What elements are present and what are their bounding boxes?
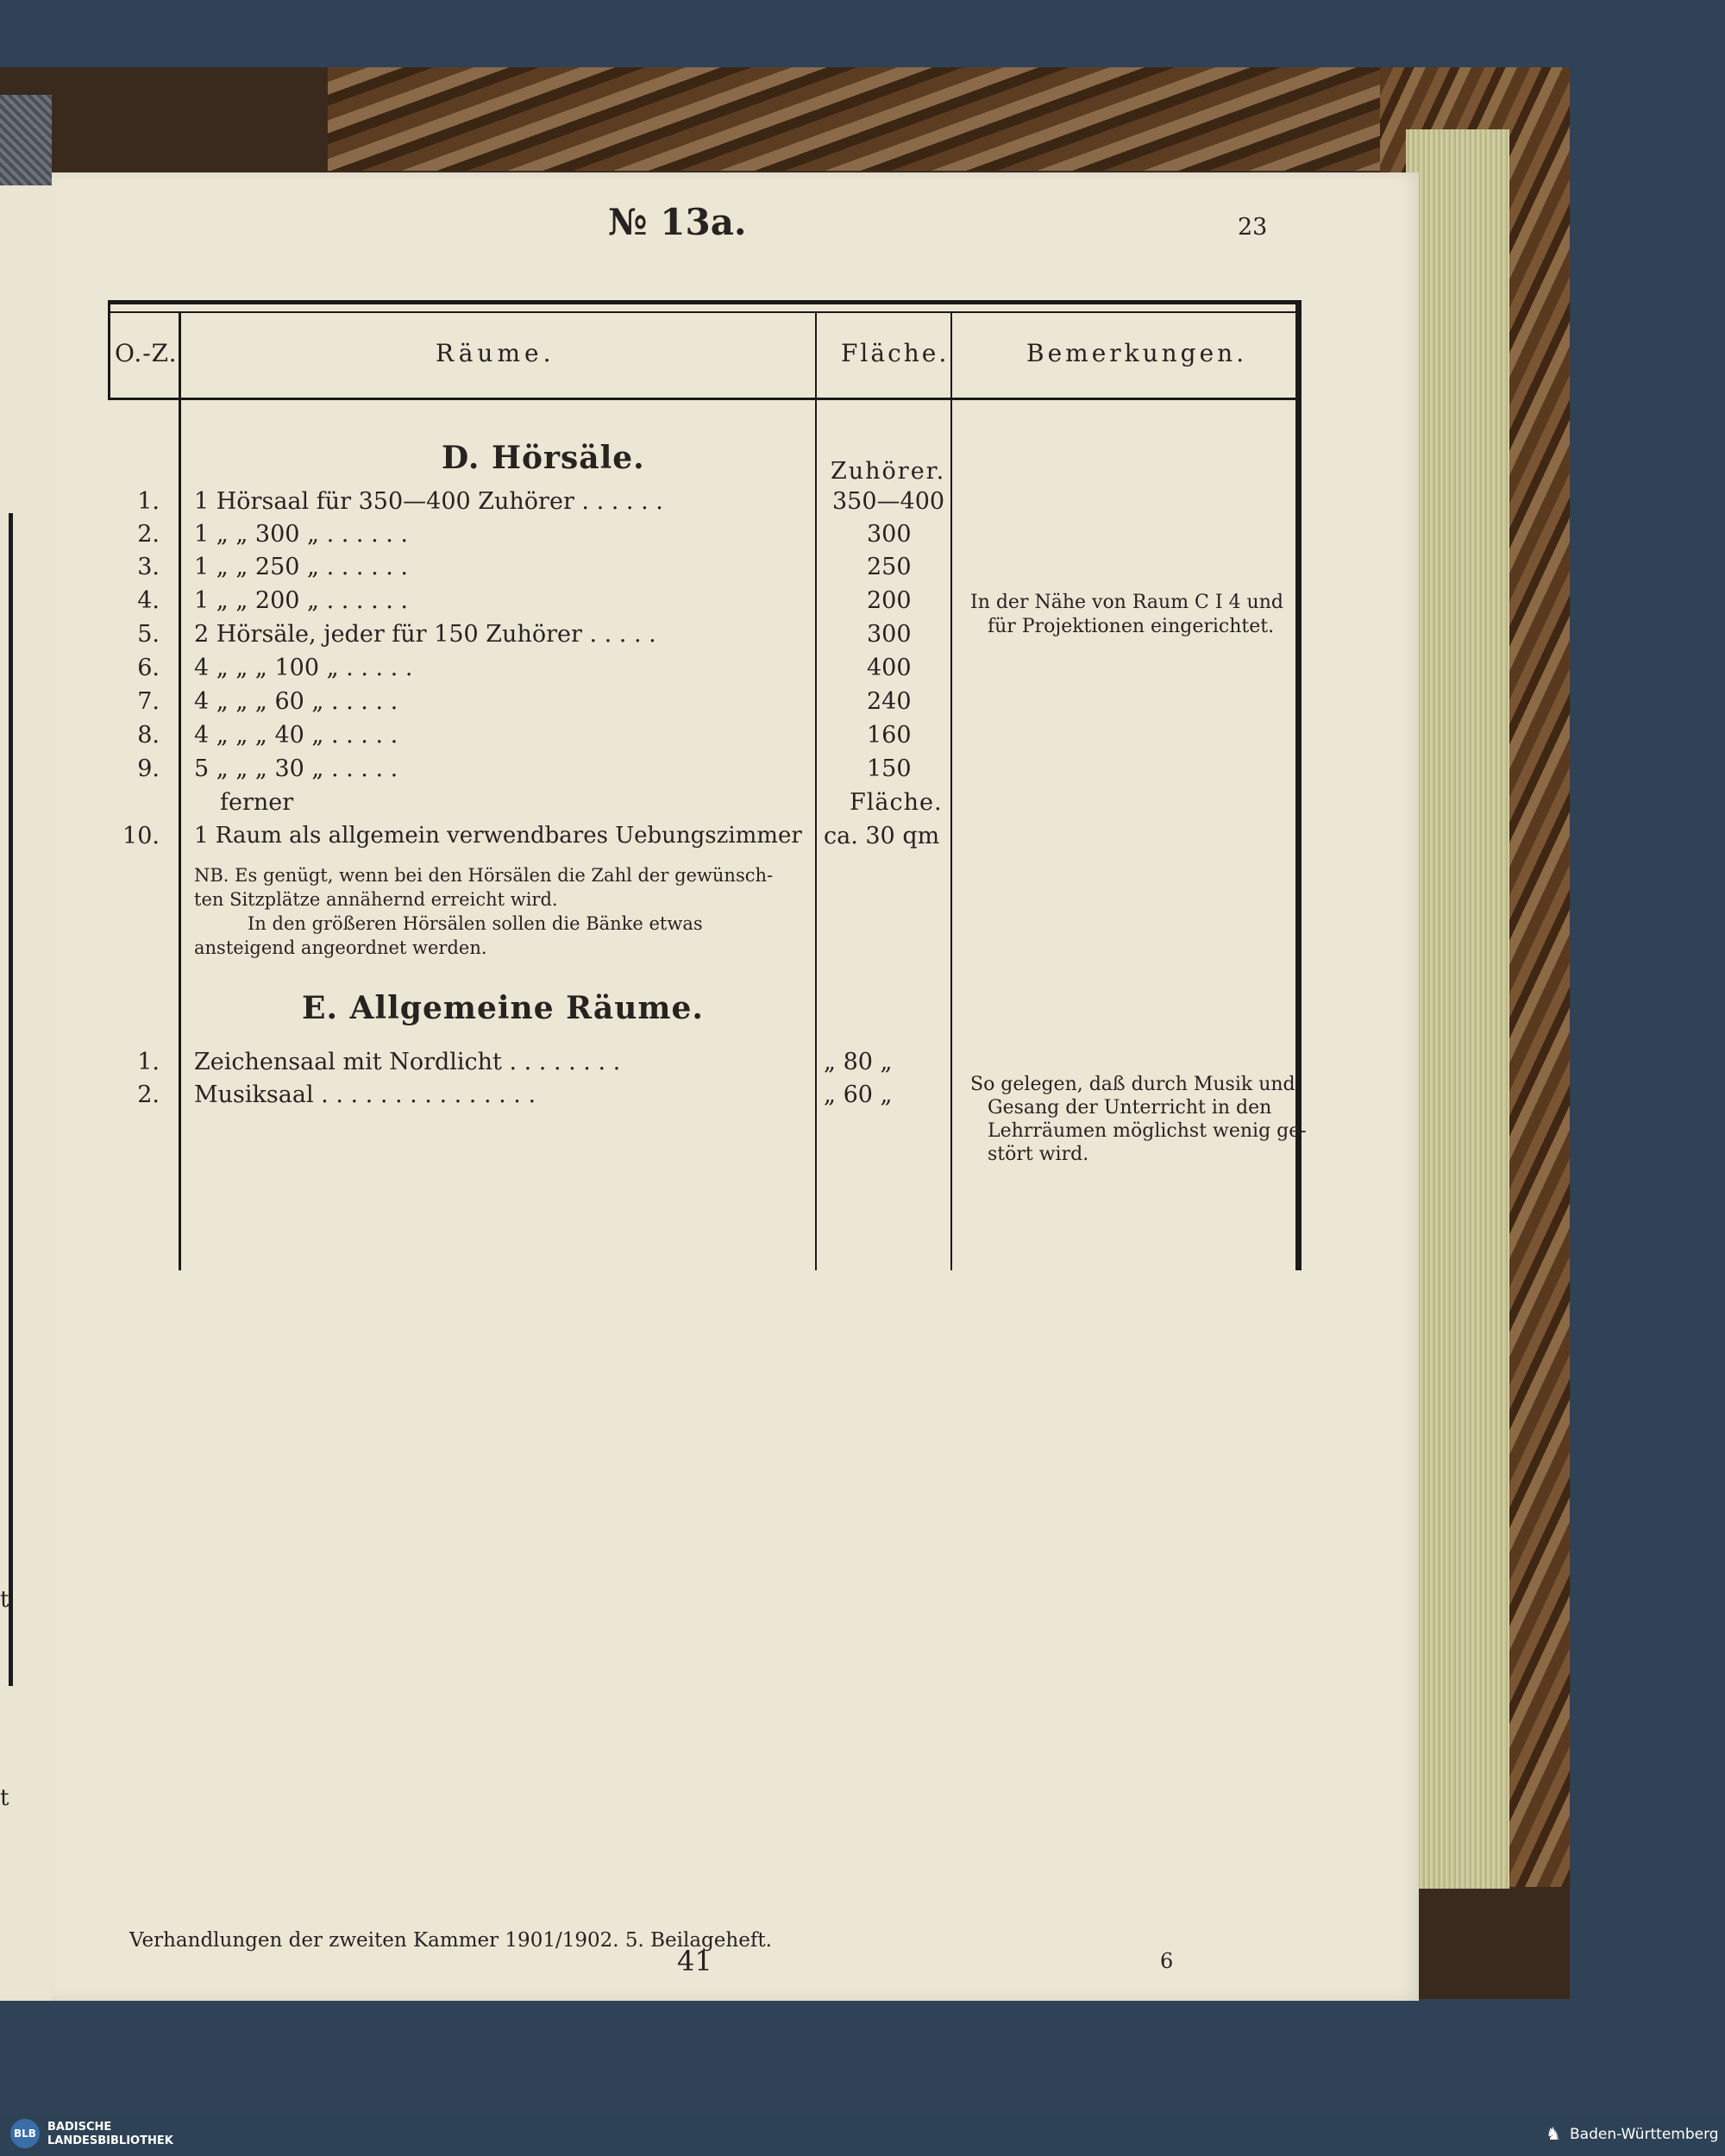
bw-lions-icon: ♞ <box>1546 2123 1561 2144</box>
row-area: ca. 30 qm <box>824 823 940 849</box>
row-area: „ 80 „ <box>824 1049 893 1075</box>
row-area: 400 <box>867 655 912 681</box>
document-number: № 13a. <box>608 201 747 243</box>
library-name <box>47 2121 173 2148</box>
row-text: 4 „ „ „ 100 „ . . . . . <box>194 655 413 681</box>
footer-text: Verhandlungen der zweiten Kammer 1901/1902. 5. Beilageheft. <box>129 1929 772 1952</box>
row-text: 5 „ „ „ 30 „ . . . . . <box>194 755 398 782</box>
remark-line: für Projektionen eingerichtet. <box>988 616 1275 637</box>
row-area: 160 <box>867 722 912 749</box>
row-area: 300 <box>867 621 912 648</box>
section-d-unit: Zuhörer. <box>831 458 946 485</box>
state-name[interactable]: Baden-Württemberg <box>1570 2126 1719 2143</box>
row-number: 8. <box>137 722 160 749</box>
remark-line: Lehrräumen möglichst wenig ge- <box>988 1120 1307 1142</box>
row-area: 240 <box>867 688 912 715</box>
row-number: 3. <box>137 554 160 580</box>
area-label: Fläche. <box>850 789 943 816</box>
row-text: Musiksaal . . . . . . . . . . . . . . . <box>194 1081 536 1108</box>
row-text: 1 „ „ 250 „ . . . . . . <box>194 554 408 580</box>
row-number: 10. <box>122 823 160 849</box>
row-number: 7. <box>137 688 160 715</box>
signature-mark: 6 <box>1160 1949 1174 1973</box>
header-raeume: Räume. <box>436 339 555 367</box>
page-number: 23 <box>1238 214 1268 241</box>
left-page-fragment: t <box>0 1785 9 1811</box>
note-line: NB. Es genügt, wenn bei den Hörsälen die Zahl der gewünsch- <box>194 865 774 886</box>
row-area: „ 60 „ <box>824 1081 893 1108</box>
row-text: 2 Hörsäle, jeder für 150 Zuhörer . . . . . <box>194 621 656 648</box>
viewer-footer-bar <box>0 2115 1725 2156</box>
row-number: 1. <box>137 488 160 515</box>
row-number: 2. <box>137 1081 160 1108</box>
row-number: 6. <box>137 655 160 681</box>
section-d-title: D. Hörsäle. <box>442 440 645 476</box>
header-bemerkungen: Bemerkungen. <box>1026 339 1248 367</box>
section-e-title: E. Allgemeine Räume. <box>302 990 704 1026</box>
row-text: 1 Raum als allgemein verwendbares Uebungszimmer <box>194 823 802 849</box>
row-number: 5. <box>137 621 160 648</box>
library-name-line2: LANDESBIBLIOTHEK <box>47 2134 173 2147</box>
header-oz: O.-Z. <box>115 339 178 367</box>
row-area: 350—400 <box>832 488 945 515</box>
footer-number: 41 <box>677 1945 712 1977</box>
document-page <box>52 172 1419 2001</box>
page-edges <box>1406 129 1509 1889</box>
library-name-line1: BADISCHE <box>47 2121 112 2134</box>
note-line: ten Sitzplätze annähernd erreicht wird. <box>194 889 558 910</box>
row-number: 1. <box>137 1049 160 1075</box>
note-line: In den größeren Hörsälen sollen die Bänke etwas <box>248 913 703 934</box>
left-page-rule <box>9 513 13 1686</box>
row-number: 9. <box>137 755 160 782</box>
header-flaeche: Fläche. <box>841 339 950 367</box>
blb-logo[interactable]: BLB <box>10 2119 40 2148</box>
row-text: 4 „ „ „ 60 „ . . . . . <box>194 688 398 715</box>
row-number: 4. <box>137 587 160 614</box>
row-area: 150 <box>867 755 912 782</box>
note-line: ansteigend angeordnet werden. <box>194 937 487 958</box>
row-text: Zeichensaal mit Nordlicht . . . . . . . . <box>194 1049 621 1075</box>
remark-line: In der Nähe von Raum C I 4 und <box>970 592 1283 613</box>
remark-line: stört wird. <box>988 1144 1089 1165</box>
row-text: 1 Hörsaal für 350—400 Zuhörer . . . . . . <box>194 488 663 515</box>
left-page-fragment: t <box>0 1587 9 1613</box>
row-area: 250 <box>867 554 912 580</box>
row-text: 4 „ „ „ 40 „ . . . . . <box>194 722 398 749</box>
row-number: 2. <box>137 521 160 548</box>
rooms-table <box>108 300 1307 1270</box>
remark-line: So gelegen, daß durch Musik und <box>970 1074 1295 1095</box>
row-text: 1 „ „ 300 „ . . . . . . <box>194 521 408 548</box>
row-area: 300 <box>867 521 912 548</box>
row-text: 1 „ „ 200 „ . . . . . . <box>194 587 408 614</box>
ferner-label: ferner <box>220 789 294 816</box>
row-area: 200 <box>867 587 912 614</box>
remark-line: Gesang der Unterricht in den <box>988 1097 1272 1119</box>
